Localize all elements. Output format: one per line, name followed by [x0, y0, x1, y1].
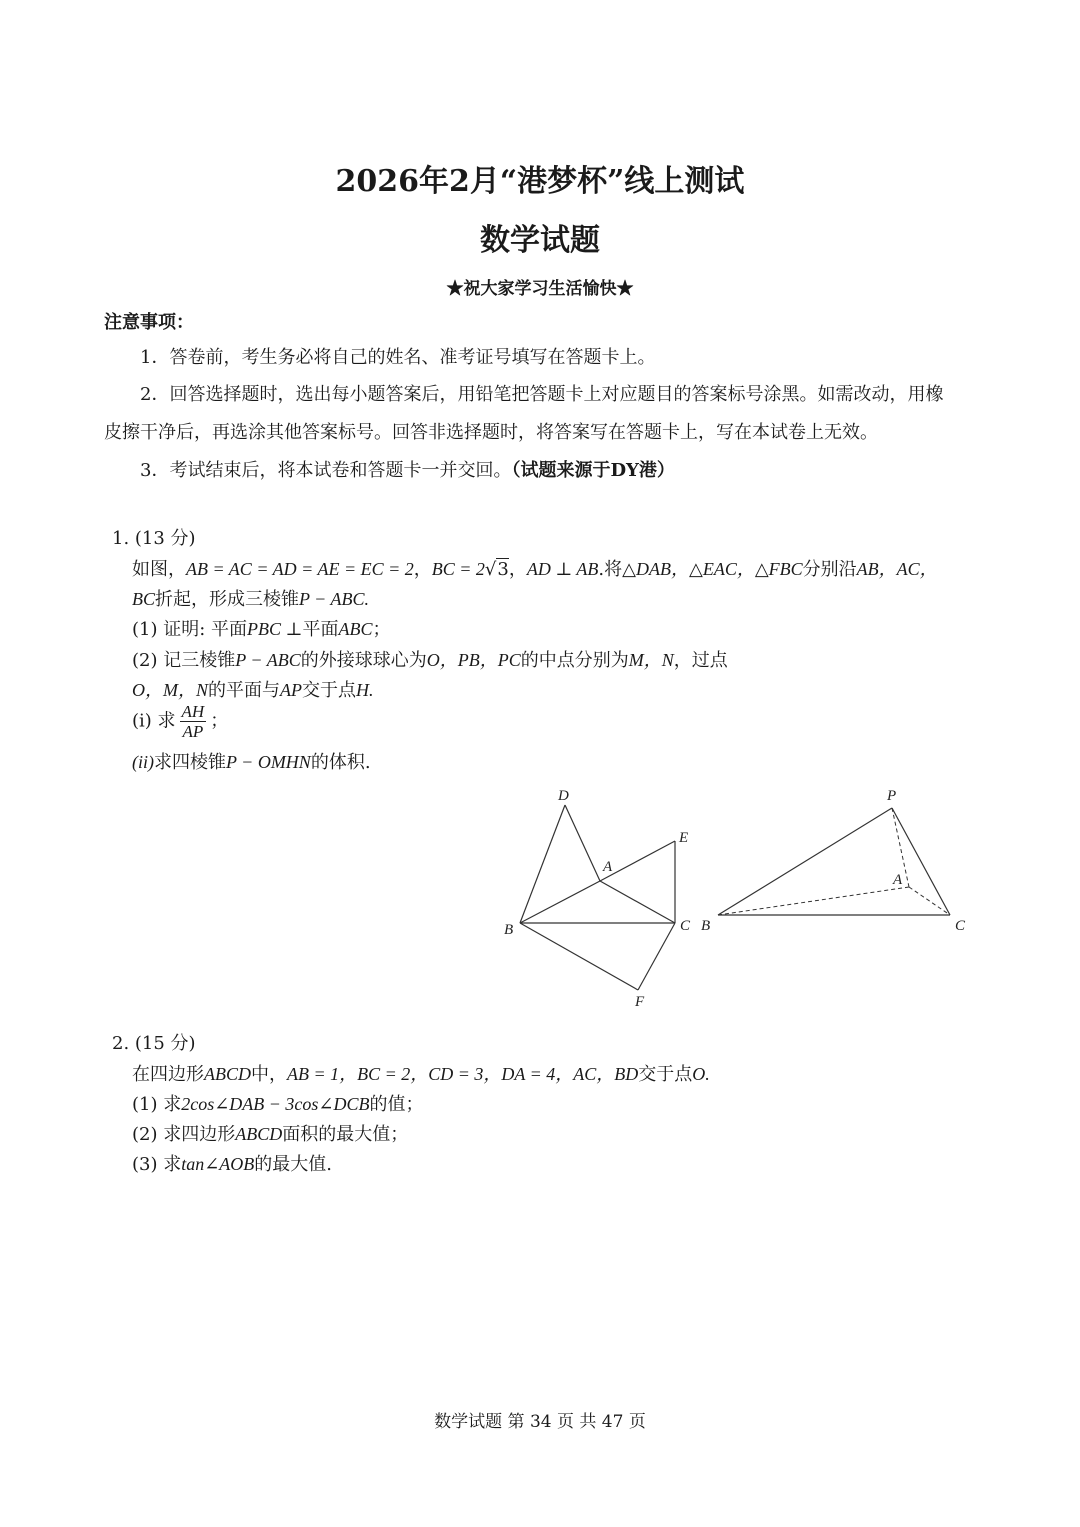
q1-sub-ii [132, 748, 371, 774]
q1-stem-line-1: 如图，AB = AC = AD = AE = EC = 2，BC = 2√3，AD ⊥ AB.将△DAB，△EAC，△FBC分别沿AB，AC， [132, 559, 938, 580]
note-item-3-source: （试题来源于DY港） [511, 460, 675, 481]
q1-stem-pyramid: P − ABC. [299, 589, 370, 609]
q1-sub-i [132, 702, 228, 741]
note-item-2-line-2: 皮擦干净后，再选涂其他答案标号。回答非选择题时，将答案写在答题卡上，写在本试卷上无效。 [104, 422, 878, 443]
edge-pb [718, 808, 892, 915]
edge-ba [520, 881, 600, 923]
q1-part2-text2: 的中点分别为 [520, 650, 629, 671]
exam-title: 2026年2月“港梦杯”线上测试 [335, 164, 745, 199]
label-a-3d: A [893, 872, 903, 888]
q2-stem-tail: 交于点 [638, 1064, 693, 1085]
q2-stem-o: O. [692, 1064, 710, 1084]
q1-sub-ii-prefix: (ii) [132, 752, 154, 772]
q2-part1-end: 的值； [369, 1094, 424, 1115]
edge-pc [892, 808, 950, 915]
q1-part2-omn: O，M，N [132, 680, 208, 700]
edge-ac-hidden [909, 887, 950, 915]
q2-stem-quad: ABCD [204, 1064, 251, 1084]
q1-stem-fold-text: 折起，形成三棱锥 [155, 589, 300, 610]
q1-part1-plane1: PBC ⊥ [247, 619, 303, 639]
q2-part-3 [132, 1150, 332, 1176]
q1-stem-prefix: 如图， [132, 559, 186, 580]
label-e: E [679, 830, 689, 846]
label-b: B [504, 922, 514, 938]
label-c-3d: C [955, 918, 966, 934]
q1-sub-i-prefix: (i) 求 [132, 710, 176, 732]
q1-part2-text1: 的外接球球心为 [300, 650, 427, 671]
q1-stem-edges: AB，AC， [856, 559, 938, 579]
label-c: C [680, 918, 691, 934]
q1-stem-sqrt: 3 [497, 559, 509, 580]
label-d: D [558, 788, 569, 804]
label-p: P [887, 788, 897, 804]
q1-sub-ii-text: 求四棱锥 [154, 752, 226, 773]
note-item-1: 1．答卷前，考生务必将自己的姓名、准考证号填写在答题卡上。 [140, 347, 656, 368]
q2-stem-values: AB = 1，BC = 2，CD = 3，DA = 4，AC，BD [287, 1064, 639, 1084]
q1-part2-prefix: (2) 记三棱锥 [132, 650, 236, 671]
q1-sub-i-end: ； [210, 710, 229, 732]
q2-part2-end: 面积的最大值； [282, 1124, 409, 1145]
q1-stem-line-2 [132, 585, 369, 611]
q2-part3-expr: tan∠AOB [181, 1154, 255, 1174]
q1-part1-plane2: ABC [338, 619, 373, 639]
q1-sub-ii-end: 的体积. [310, 752, 371, 773]
q2-part1-expr: 2cos∠DAB − 3cos∠DCB [181, 1094, 370, 1114]
q1-part2-h: H. [356, 680, 374, 700]
q2-stem [132, 1060, 710, 1086]
q2-part3-end: 的最大值. [254, 1154, 333, 1175]
q1-sub-ii-obj: P − OMHN [226, 752, 311, 772]
exam-subtitle: 数学试题 [480, 223, 600, 258]
edge-cf [638, 923, 675, 990]
q1-part2-plane-text: 的平面与 [208, 680, 280, 701]
q1-part-2-line-1 [132, 646, 728, 672]
q2-header: 2. (15 分) [112, 1033, 196, 1054]
note-item-3-text: 3．考试结束后，将本试卷和答题卡一并交回。 [140, 460, 512, 481]
q1-header: 1. (13 分) [112, 528, 196, 549]
edge-ac [600, 881, 675, 923]
q1-stem-perp: AD ⊥ AB [526, 559, 599, 579]
edge-db [520, 805, 565, 923]
q1-ratio-fraction [180, 702, 207, 741]
q2-stem-prefix: 在四边形 [132, 1064, 204, 1085]
note-item-2-line-1: 2．回答选择题时，选出每小题答案后，用铅笔把答题卡上对应题目的答案标号涂黑。如需改动，用橡 [140, 384, 944, 405]
q2-part2-prefix: (2) 求四边形 [132, 1124, 236, 1145]
q2-part2-quad: ABCD [235, 1124, 283, 1144]
q1-part2-intersect-text: 交于点 [302, 680, 356, 701]
q1-part1-end: ； [372, 619, 391, 640]
q2-part3-prefix: (3) 求 [132, 1154, 182, 1175]
q2-part1-prefix: (1) 求 [132, 1094, 182, 1115]
edge-bf [520, 923, 638, 990]
page-footer: 数学试题 第 34 页 共 47 页 [434, 1412, 646, 1432]
q1-part-1 [132, 615, 390, 641]
q1-part2-obj: P − ABC [235, 650, 301, 670]
label-b-3d: B [701, 918, 711, 934]
q1-part1-mid: 平面 [302, 619, 339, 640]
figure-net [490, 780, 710, 1010]
notes-heading: 注意事项： [104, 312, 194, 333]
q1-ratio-numerator: AH [181, 702, 205, 721]
q1-ratio-denominator: AP [182, 722, 204, 741]
q2-part-2 [132, 1120, 408, 1146]
q2-part-1 [132, 1090, 424, 1116]
q1-part-2-line-2 [132, 676, 374, 702]
q2-stem-mid: 中， [251, 1064, 287, 1085]
q1-stem-tris: △DAB，△EAC，△FBC [622, 559, 803, 579]
edge-da [565, 805, 600, 881]
label-a: A [603, 859, 613, 875]
q1-stem-eq1: AB = AC = AD = AE = EC = 2 [186, 559, 414, 579]
label-f: F [635, 994, 645, 1010]
figure-pyramid [695, 780, 985, 940]
edge-ba-hidden [718, 887, 909, 915]
q1-stem-tail: 分别沿 [802, 559, 857, 580]
q1-part2-points: O，PB，PC [426, 650, 521, 670]
q1-part2-mn: M，N [628, 650, 674, 670]
q1-part1-prefix: (1) 证明: 平面 [132, 619, 248, 640]
q1-stem-mid: .将 [598, 559, 623, 580]
q1-part2-ap: AP [280, 680, 302, 700]
note-item-3 [140, 456, 675, 482]
q1-stem-eq2: BC = 2 [431, 559, 485, 579]
q1-stem-edge-bc: BC [132, 589, 156, 609]
wish-line: ★祝大家学习生活愉快★ [446, 279, 634, 299]
q1-part2-text3: ，过点 [673, 650, 728, 671]
